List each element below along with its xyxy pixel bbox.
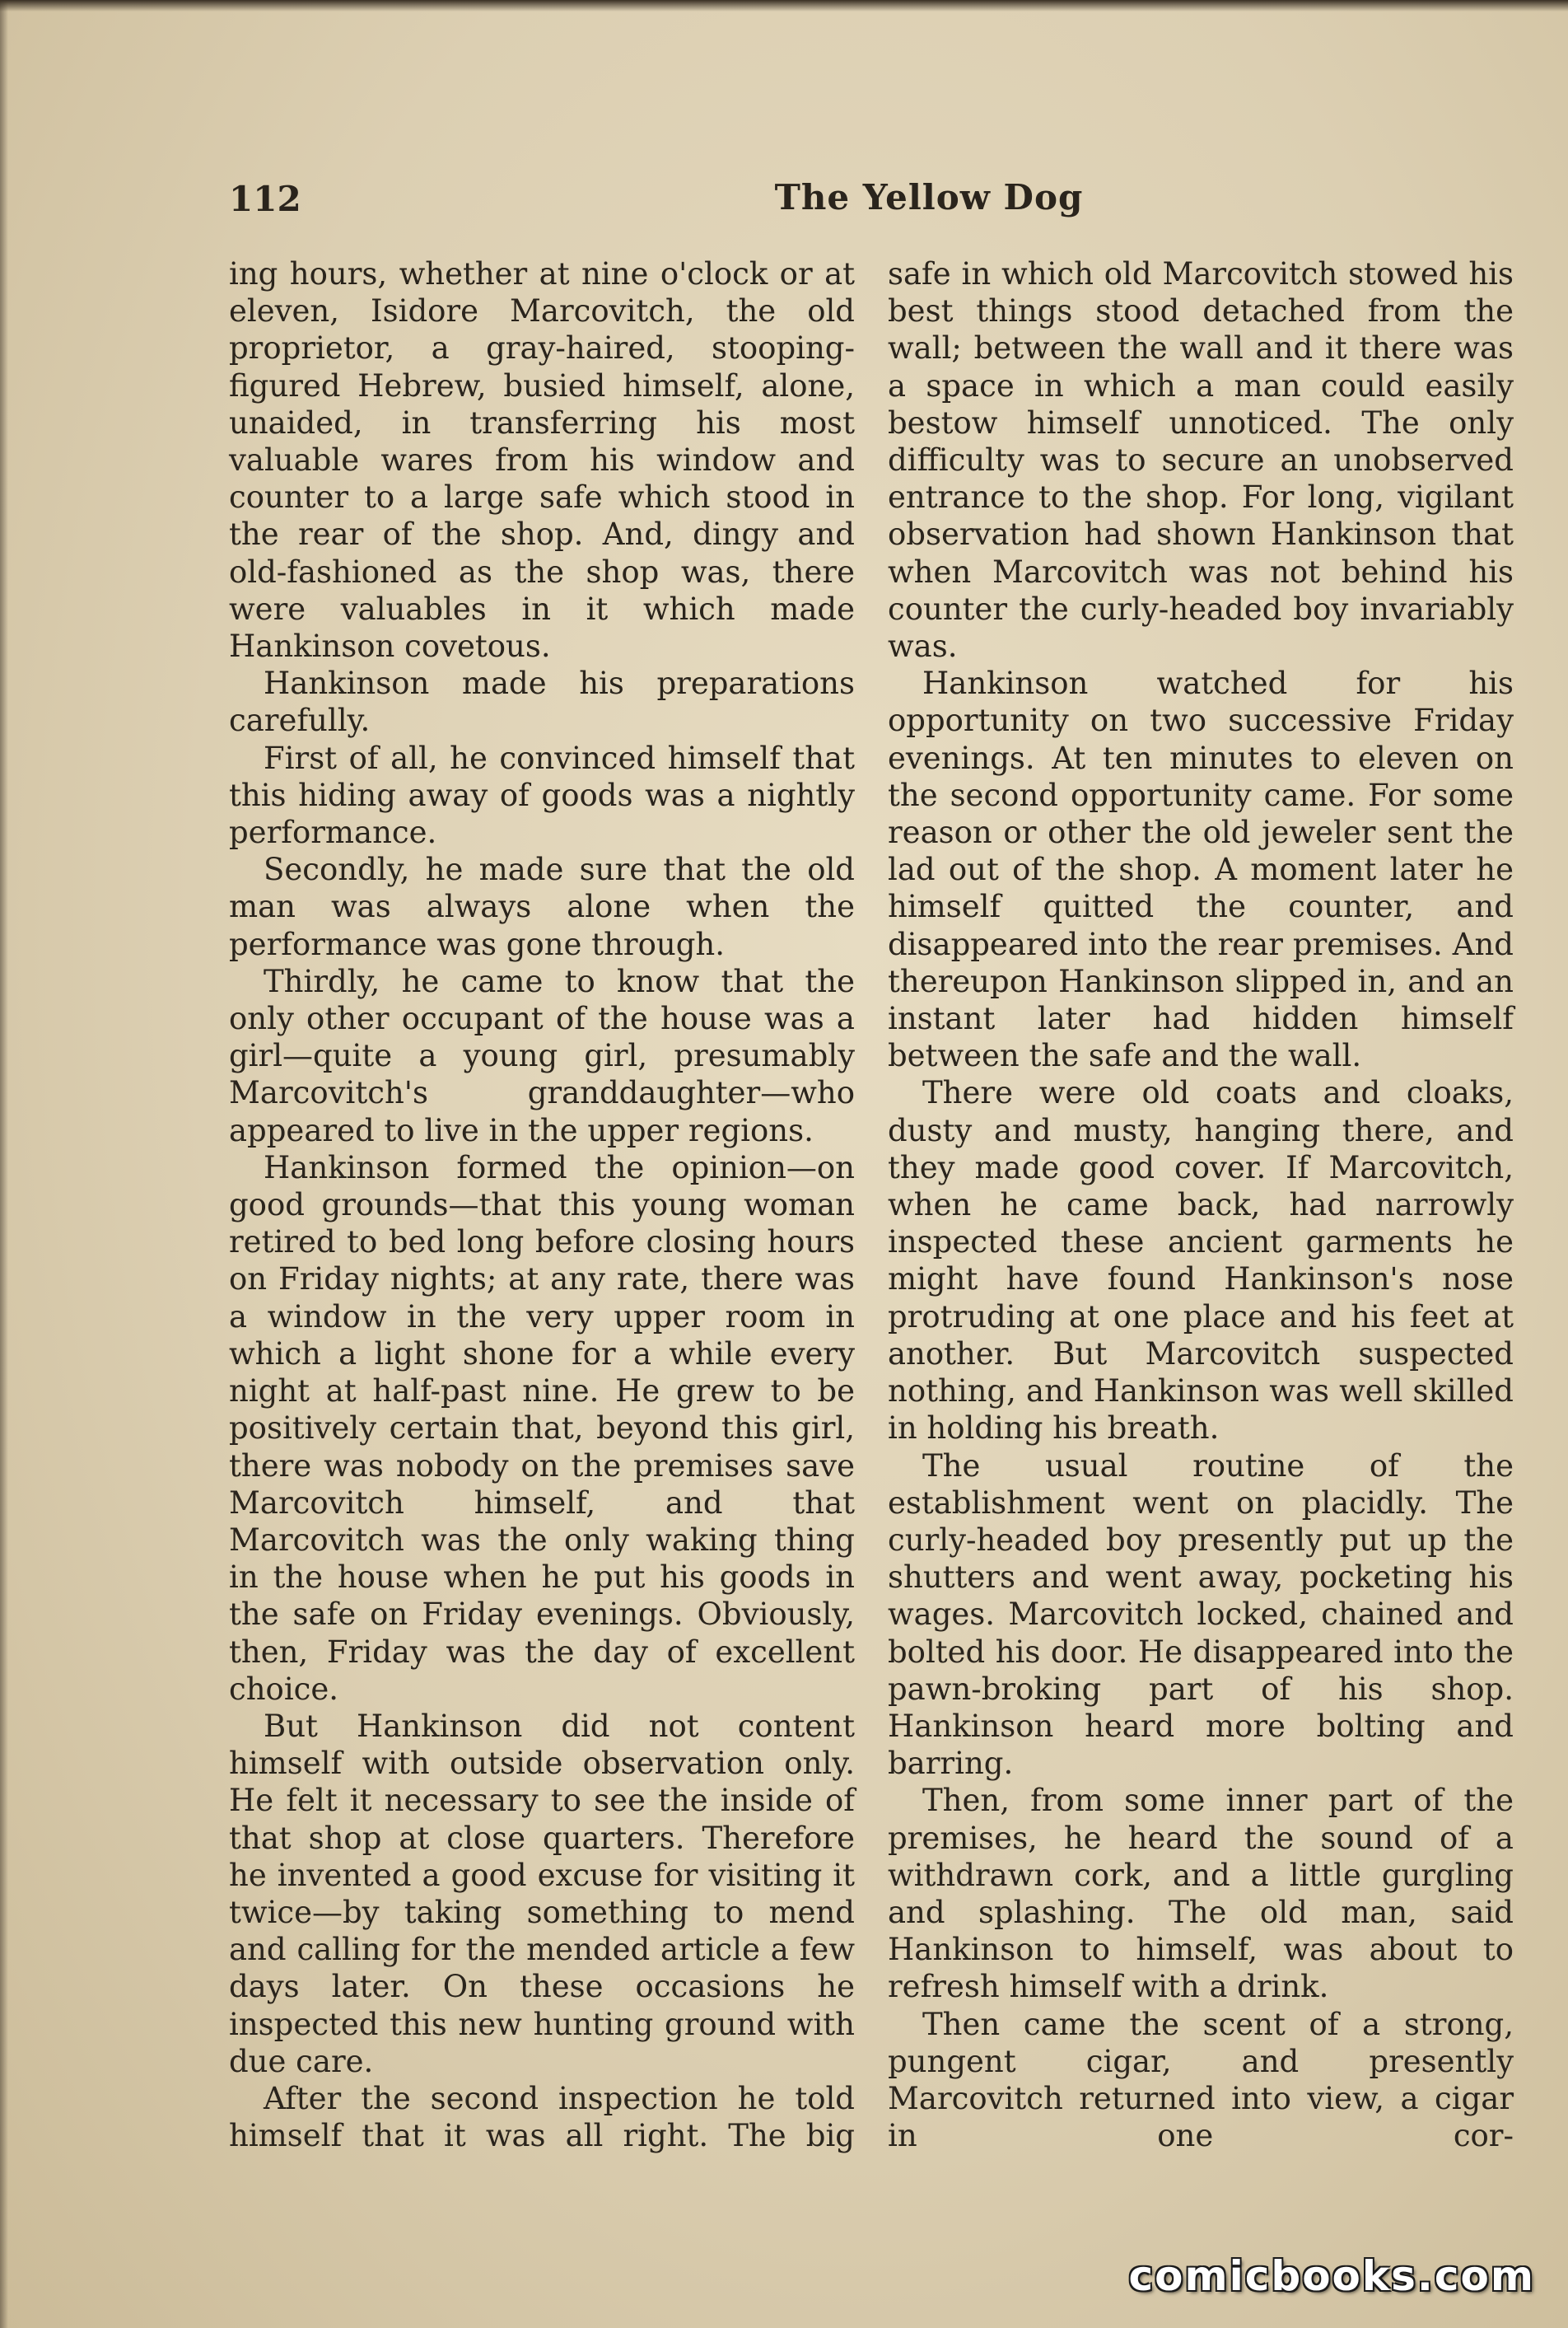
paragraph: Then came the scent of a strong, pungent cigar, and presently Marcovitch returned into view, a cigar in one cor- [888, 2006, 1514, 2154]
paragraph: The usual routine of the establishment went on placidly. The curly-headed boy presently put up the shutters and went away, pocketing his wages. Marcovitch locked, chained and bolted his door. He disappeared into the pawn-broking part of his shop. Hankinson heard more bolting and barring. [888, 1447, 1514, 1782]
paragraph: safe in which old Marcovitch stowed his best things stood detached from the wall; between the wall and it there was a space in which a man could easily bestow himself unnoticed. The only difficulty was to secure an unobserved entrance to the shop. For long, vigilant observation had shown Hankinson that when Marcovitch was not behind his counter the curly-headed boy invariably was. [888, 256, 1514, 665]
paragraph: First of all, he convinced himself that this hiding away of goods was a nightly performance. [229, 740, 855, 851]
right-text-column [888, 255, 1514, 2154]
paragraph: Thirdly, he came to know that the only other occupant of the house was a girl—quite a young girl, presumably Marcovitch's granddaughter—who appeared to live in the upper regions. [229, 963, 855, 1148]
page-number: 112 [229, 179, 301, 219]
paragraph: ing hours, whether at nine o'clock or at eleven, Isidore Marcovitch, the old proprietor, a gray-haired, stooping-figured Hebrew, busied himself, alone, unaided, in transferring his most valuable wares from his window and counter to a large safe which stood in the rear of the shop. And, dingy and old-fashioned as the shop was, there were valuables in it which made Hankinson covetous. [229, 256, 855, 665]
paragraph: There were old coats and cloaks, dusty and musty, hanging there, and they made good cover. If Marcovitch, when he came back, had narrowly inspected these ancient garments he might have found Hankinson's nose protruding at one place and his feet at another. But Marcovitch suspected nothing, and Hankinson was well skilled in holding his breath. [888, 1075, 1514, 1447]
left-text-column [229, 255, 855, 2154]
page-left-edge [0, 0, 8, 2328]
paragraph: Hankinson formed the opinion—on good grounds—that this young woman retired to bed long before closing hours on Friday nights; at any rate, there was a window in the very upper room in which a light shone for a while every night at half-past nine. He grew to be positively certain that, beyond this girl, there was nobody on the premises save Marcovitch himself, and that Marcovitch was the only waking thing in the house when he put his goods in the safe on Friday evenings. Obviously, then, Friday was the day of excellent choice. [229, 1149, 855, 1707]
paragraph: But Hankinson did not content himself with outside observation only. He felt it necessary to see the inside of that shop at close quarters. Therefore he invented a good excuse for visiting it twice—by taking something to mend and calling for the mended article a few days later. On these occasions he inspected this new hunting ground with due care. [229, 1708, 855, 2079]
paragraph: Secondly, he made sure that the old man was always alone when the performance was gone through. [229, 852, 855, 962]
paragraph: After the second inspection he told himself that it was all right. The big [229, 2080, 855, 2154]
paragraph: Then, from some inner part of the premises, he heard the sound of a withdrawn cork, and a little gurgling and splashing. The old man, said Hankinson to himself, was about to refresh himself with a drink. [888, 1783, 1514, 2005]
paragraph: Hankinson made his preparations carefully. [229, 666, 855, 739]
running-title: The Yellow Dog [774, 177, 1084, 217]
page-header [229, 169, 1514, 227]
watermark-logo: comicbooks.com [1128, 2252, 1535, 2300]
paragraph: Hankinson watched for his opportunity on two successive Friday evenings. At ten minutes to eleven on the second opportunity came. For some reason or other the old jeweler sent the lad out of the shop. A moment later he himself quitted the counter, and disappeared into the rear premises. And thereupon Hankinson slipped in, and an instant later had hidden himself between the safe and the wall. [888, 666, 1514, 1074]
page-top-edge [0, 0, 1568, 12]
